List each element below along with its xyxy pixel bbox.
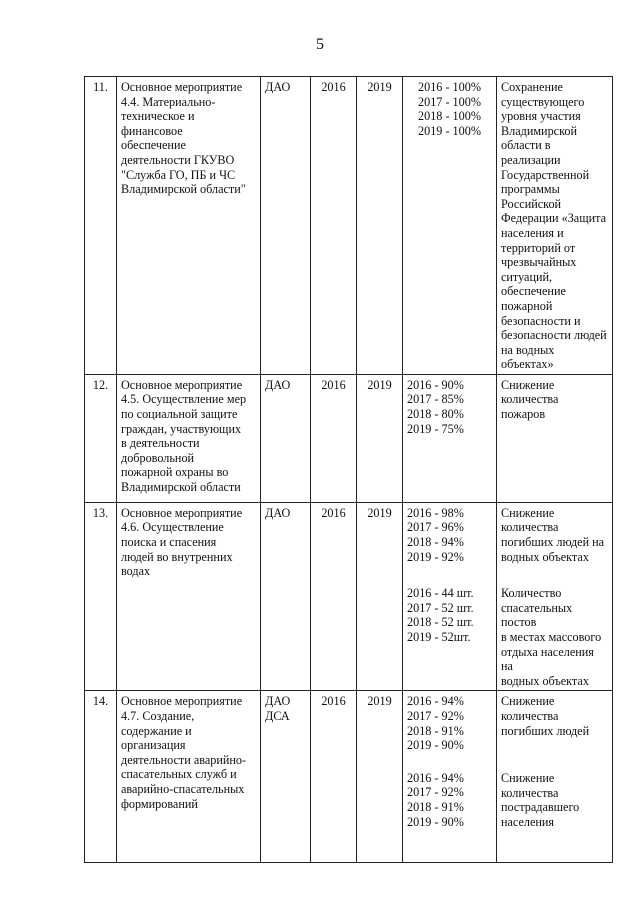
responsible-executor: ДАО [261, 77, 311, 375]
target-values-block: 2016 - 100% 2017 - 100% 2018 - 100% 2019 - 100% [418, 80, 481, 138]
target-values-block: 2016 - 98% 2017 - 96% 2018 - 94% 2019 - 92% [407, 505, 464, 564]
responsible-executor: ДАО [261, 502, 311, 691]
end-year: 2019 [357, 691, 403, 863]
end-year: 2019 [357, 77, 403, 375]
activity-name: Основное мероприятие 4.5. Осуществление мер по социальной защите граждан, участвующих в деятельности добровольной пожарной охраны во Владимирской области [117, 374, 261, 502]
expected-result [497, 691, 613, 863]
expected-result-block: Сохранение существующего уровня участия Владимирской области в реализации Государственной программы Российской Федерации «Защита населения и территорий от чрезвычайных ситуаций, обеспечение пожарной безопасности и безопасности людей на водных объектах» [501, 80, 607, 372]
target-values-block: 2016 - 90% 2017 - 85% 2018 - 80% 2019 - 75% [407, 377, 464, 436]
responsible-executor: ДАО [261, 374, 311, 502]
expected-result-block: Снижение количества погибших людей на водных объектах [501, 505, 605, 564]
target-values-block: 2016 - 94% 2017 - 92% 2018 - 91% 2019 - 90% [407, 770, 464, 829]
start-year: 2016 [311, 374, 357, 502]
expected-result-block: Снижение количества пострадавшего населения [501, 771, 580, 829]
table-row [85, 374, 613, 502]
expected-result-block: Снижение количества пожаров [501, 377, 559, 422]
start-year: 2016 [311, 691, 357, 863]
expected-result [497, 374, 613, 502]
activity-name: Основное мероприятие 4.7. Создание, содержание и организация деятельности аварийно- спасательных служб и аварийно-спасательных формирований [117, 691, 261, 863]
target-values [403, 502, 497, 691]
row-number: 14. [85, 691, 117, 863]
page-number: 5 [316, 36, 324, 53]
start-year: 2016 [311, 77, 357, 375]
activity-name: Основное мероприятие 4.4. Материально- техническое и финансовое обеспечение деятельности ГКУВО "Служба ГО, ПБ и ЧС Владимирской области" [117, 77, 261, 375]
expected-result [497, 77, 613, 375]
row-number: 11. [85, 77, 117, 375]
target-values-block: 2016 - 94% 2017 - 92% 2018 - 91% 2019 - 90% [407, 694, 464, 753]
expected-result [497, 502, 613, 691]
table-row [85, 77, 613, 375]
expected-result-block: Количество спасательных постов в местах массового отдыха населения на водных объектах [501, 586, 602, 688]
target-values [403, 77, 497, 375]
activity-name: Основное мероприятие 4.6. Осуществление поиска и спасения людей во внутренних водах [117, 502, 261, 691]
row-number: 12. [85, 374, 117, 502]
responsible-executor: ДАО ДСА [261, 691, 311, 863]
row-number: 13. [85, 502, 117, 691]
table-row [85, 691, 613, 863]
activities-table [84, 76, 613, 863]
expected-result-block: Снижение количества погибших людей [501, 694, 590, 738]
target-values [403, 374, 497, 502]
table-row [85, 502, 613, 691]
start-year: 2016 [311, 502, 357, 691]
end-year: 2019 [357, 502, 403, 691]
end-year: 2019 [357, 374, 403, 502]
target-values-block: 2016 - 44 шт. 2017 - 52 шт. 2018 - 52 шт. 2019 - 52шт. [407, 586, 474, 645]
target-values [403, 691, 497, 863]
